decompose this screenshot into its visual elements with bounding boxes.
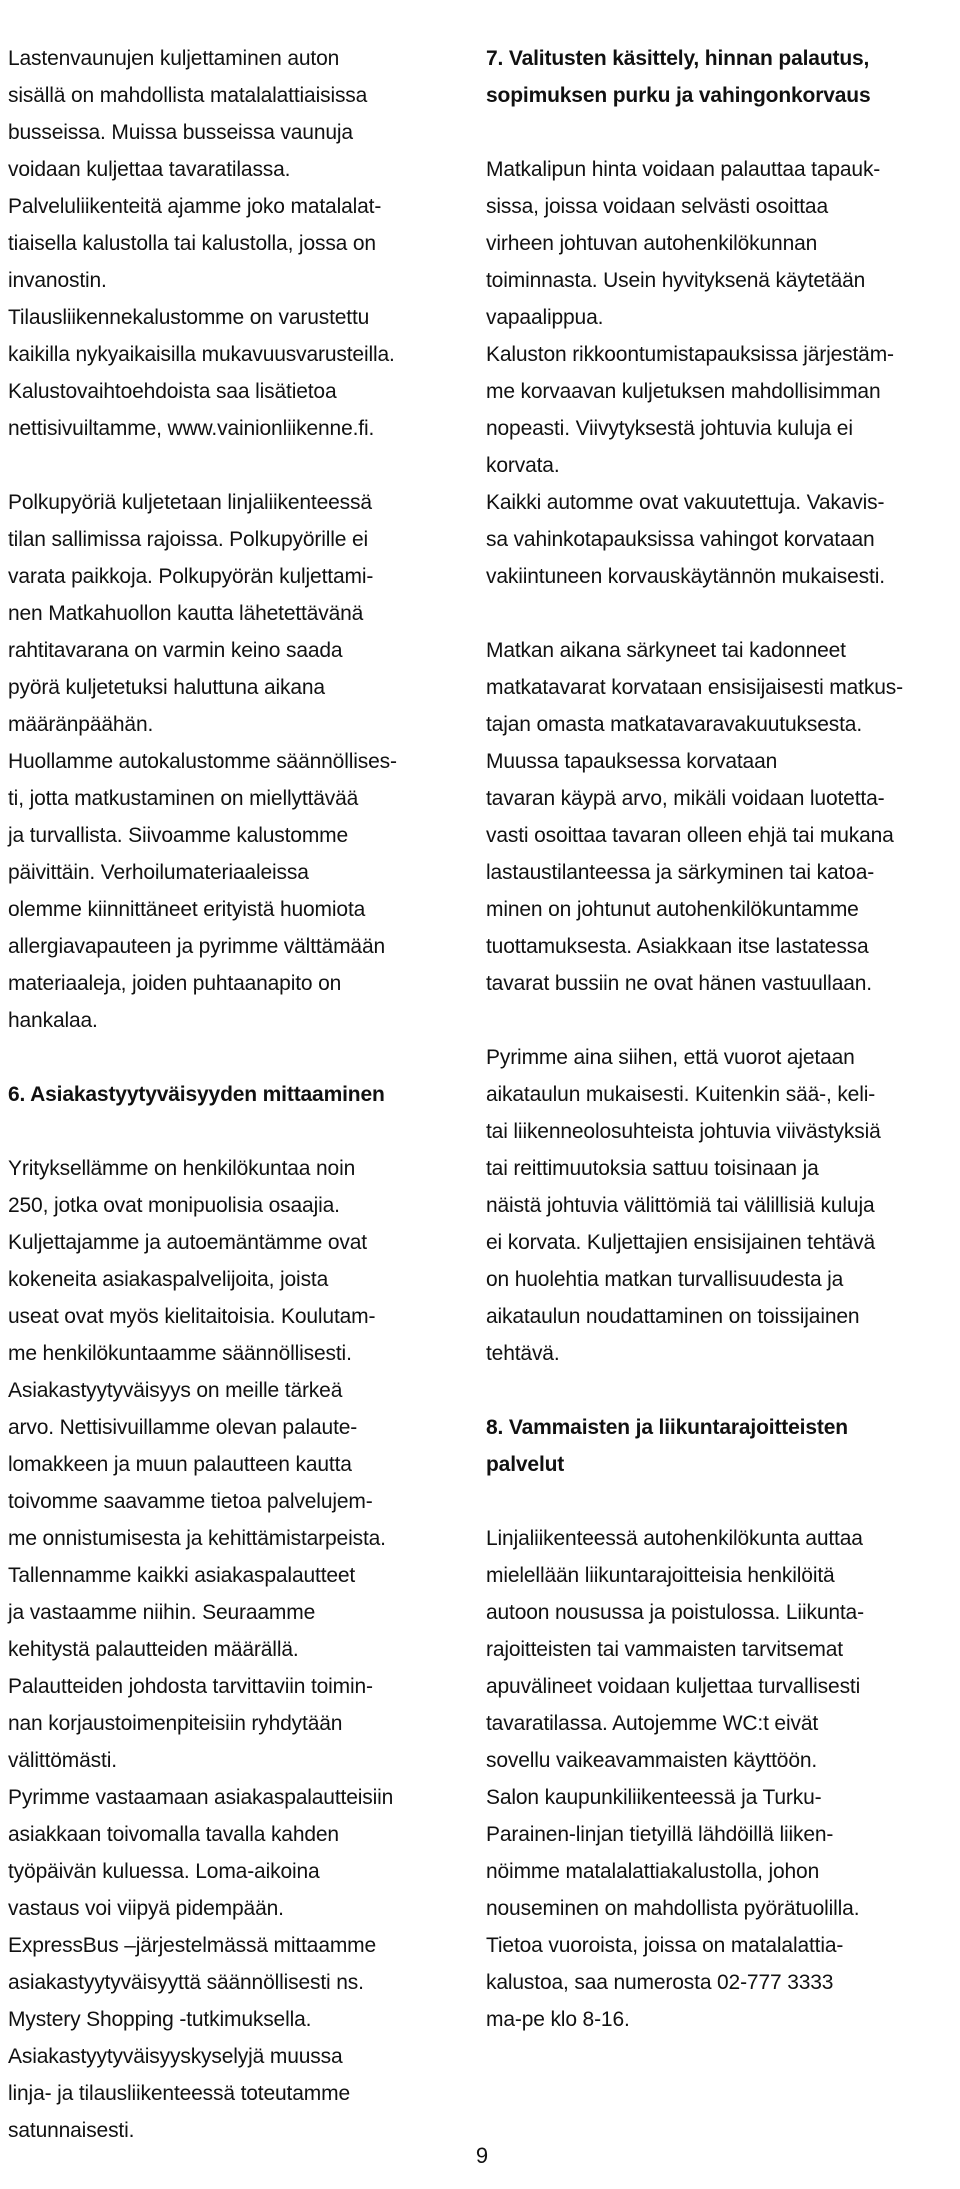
paragraph-gap bbox=[486, 114, 916, 151]
paragraph-gap bbox=[486, 595, 916, 632]
section-6-heading: 6. Asiakastyytyväisyyden mittaaminen bbox=[8, 1083, 385, 1106]
paragraph-gap bbox=[8, 1113, 438, 1150]
section-7-paragraph-luggage: Matkan aikana särkyneet tai kadonneet matkatavarat korvataan ensisijaisesti matkus- tajan omasta matkatavaravakuutuksesta. Muussa tapauksessa korvataan tavaran käypä arvo, mikäli voidaan luotetta- vasti osoittaa tavaran olleen ehjä tai mukana lastaustilanteessa ja särkyminen tai katoa- minen on johtunut autohenkilökuntamme tuottamuksesta. Asiakkaan itse lastatessa tavarat bussiin ne ovat hänen vastuullaan. bbox=[486, 639, 903, 995]
section-8-paragraph: Linjaliikenteessä autohenkilökunta auttaa mielellään liikuntarajoitteisia henkilöitä autoon nousussa ja poistulossa. Liikunta- rajoitteisten tai vammaisten tarvitsemat apuvälineet voidaan kuljettaa turvallisesti tavaratilassa. Autojemme WC:t eivät sovellu vaikeavammaisten käyttöön. Salon kaupunkiliikenteessä ja Turku- Parainen-linjan tietyillä lähdöillä liiken- nöimme matalalattiakalustolla, johon nouseminen on mahdollista pyörätuolilla. Tietoa vuoroista, joissa on matalalattia- kalustoa, saa numerosta 02-777 3333 ma-pe klo 8-16. bbox=[486, 1527, 864, 2031]
bicycle-and-maintenance-paragraph: Polkupyöriä kuljetetaan linjaliikenteessä tilan sallimissa rajoissa. Polkupyörille ei varata paikkoja. Polkupyörän kuljettami- nen Matkahuollon kautta lähetettävänä rahtitavarana on varmin keino saada pyörä kuljetetuksi haluttuna aikana määränpäähän. Huollamme autokalustomme säännöllises- ti, jotta matkustaminen on miellyttävää ja turvallista. Siivoamme kalustomme päivittäin. Verhoilumateriaaleissa olemme kiinnittäneet erityistä huomiota allergiavapauteen ja pyrimme välttämään materiaaleja, joiden puhtaanapito on hankalaa. bbox=[8, 491, 397, 1032]
page-number: 9 bbox=[475, 2143, 489, 2168]
paragraph-gap bbox=[8, 1039, 438, 1076]
paragraph-gap bbox=[486, 1483, 916, 1520]
section-7-paragraph-schedule: Pyrimme aina siihen, että vuorot ajetaan aikataulun mukaisesti. Kuitenkin sää-, keli- tai liikenneolosuhteista johtuvia viivästyksiä tai reittimuutoksia sattuu toisinaan ja näistä johtuvia välittömiä tai välillisiä kuluja ei korvata. Kuljettajien ensisijainen tehtävä on huolehtia matkan turvallisuudesta ja aikataulun noudattaminen on toissijainen tehtävä. bbox=[486, 1046, 881, 1365]
section-7-paragraph-refunds: Matkalipun hinta voidaan palauttaa tapauk- sissa, joissa voidaan selvästi osoittaa virheen johtuvan autohenkilökunnan toiminnasta. Usein hyvityksenä käytetään vapaalippua. Kaluston rikkoontumistapauksissa järjestäm- me korvaavan kuljetuksen mahdollisimman nopeasti. Viivytyksestä johtuvia kuluja ei korvata. Kaikki automme ovat vakuutettuja. Vakavis- sa vahinkotapauksissa vahingot korvataan vakiintuneen korvauskäytännön mukaisesti. bbox=[486, 158, 894, 588]
right-column bbox=[486, 40, 916, 2038]
section-8-heading: 8. Vammaisten ja liikuntarajoitteisten palvelut bbox=[486, 1416, 848, 1476]
intro-paragraph: Lastenvaunujen kuljettaminen auton sisällä on mahdollista matalalattiaisissa busseissa. Muissa busseissa vaunuja voidaan kuljettaa tavaratilassa. Palveluliikenteitä ajamme joko matalalat- tiaisella kalustolla tai kalustolla, jossa on invanostin. Tilausliikennekalustomme on varustettu kaikilla nykyaikaisilla mukavuusvarusteilla. Kalustovaihtoehdoista saa lisätietoa nettisivuiltamme, www.vainionliikenne.fi. bbox=[8, 47, 395, 440]
left-column bbox=[8, 40, 438, 2149]
section-6-paragraph: Yrityksellämme on henkilökuntaa noin 250, jotka ovat monipuolisia osaajia. Kuljettajamme ja autoemäntämme ovat kokeneita asiakaspalvelijoita, joista useat ovat myös kielitaitoisia. Koulutam- me henkilökuntaamme säännöllisesti. Asiakastyytyväisyys on meille tärkeä arvo. Nettisivuillamme olevan palaute- lomakkeen ja muun palautteen kautta toivomme saavamme tietoa palvelujem- me onnistumisesta ja kehittämistarpeista. Tallennamme kaikki asiakaspalautteet ja vastaamme niihin. Seuraamme kehitystä palautteiden määrällä. Palautteiden johdosta tarvittaviin toimin- nan korjaustoimenpiteisiin ryhdytään välittömästi. Pyrimme vastaamaan asiakaspalautteisiin asiakkaan toivomalla tavalla kahden työpäivän kuluessa. Loma-aikoina vastaus voi viipyä pidempään. ExpressBus –järjestelmässä mittaamme asiakastyytyväisyyttä säännöllisesti ns. Mystery Shopping -tutkimuksella. Asiakastyytyväisyyskyselyjä muussa linja- ja tilausliikenteessä toteutamme satunnaisesti. bbox=[8, 1157, 394, 2142]
paragraph-gap bbox=[486, 1372, 916, 1409]
section-7-heading: 7. Valitusten käsittely, hinnan palautus, sopimuksen purku ja vahingonkorvaus bbox=[486, 47, 871, 107]
paragraph-gap bbox=[486, 1002, 916, 1039]
paragraph-gap bbox=[8, 447, 438, 484]
